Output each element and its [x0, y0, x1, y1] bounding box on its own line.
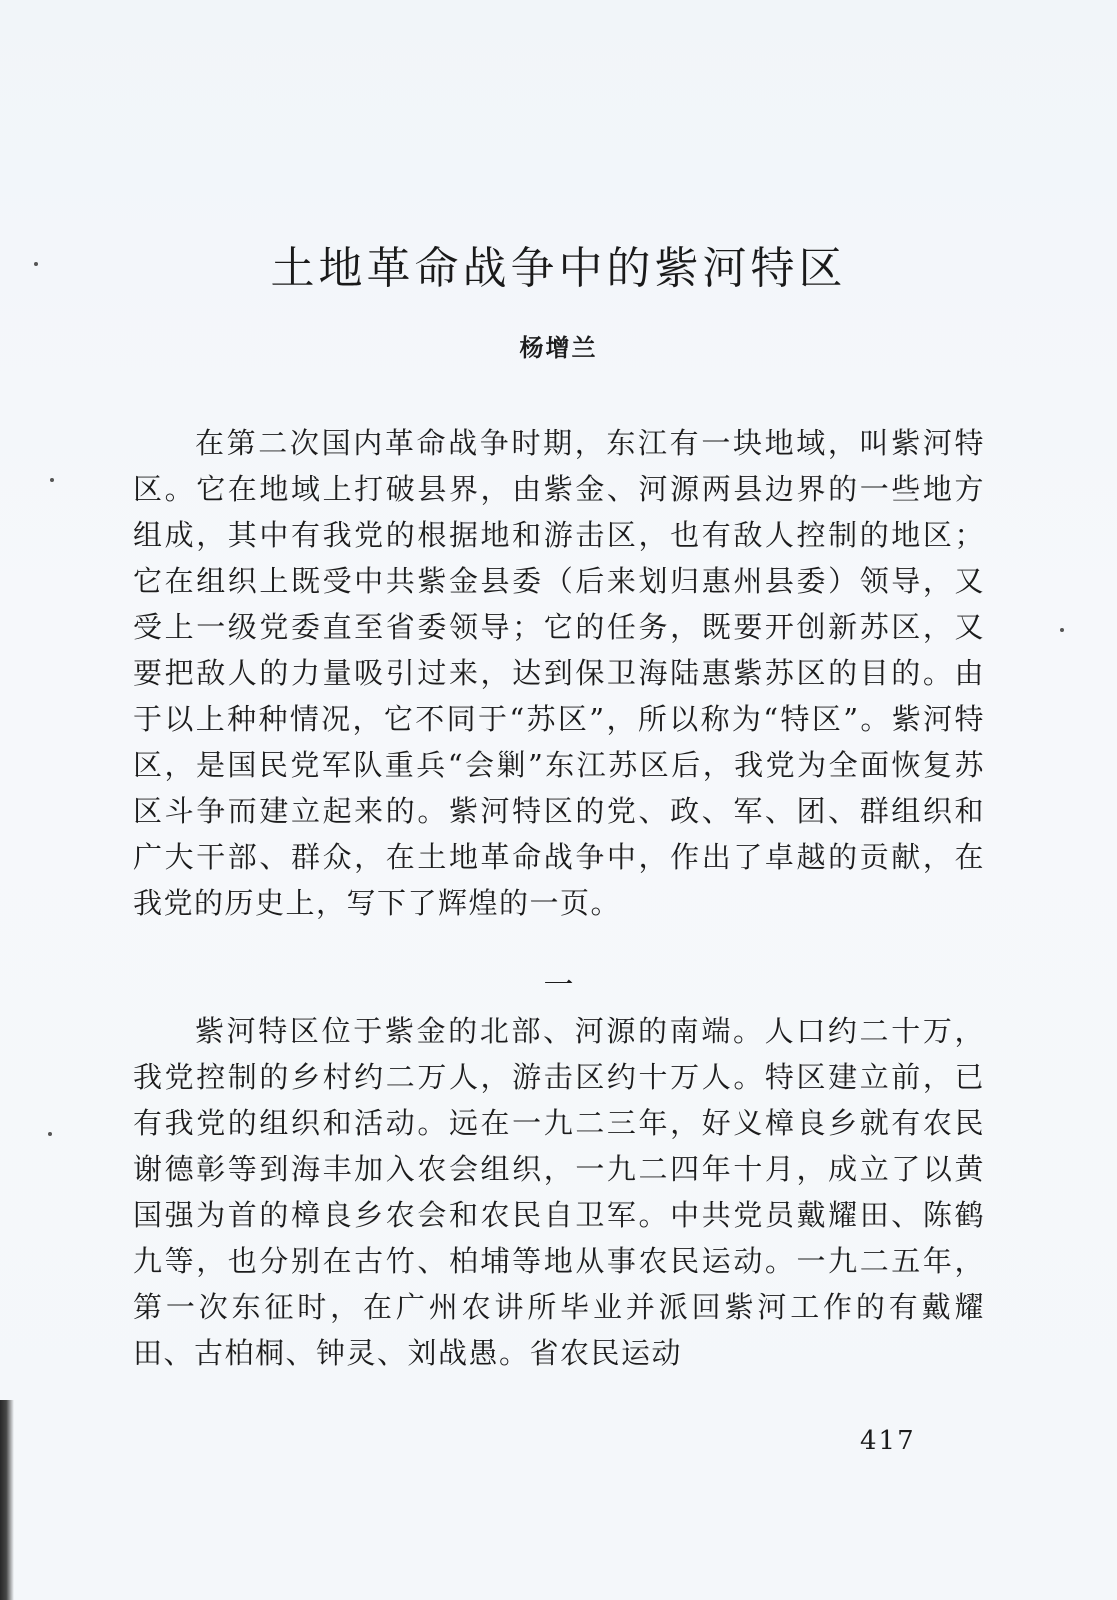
scan-speck — [1060, 628, 1064, 632]
scan-edge-shadow — [0, 1400, 14, 1600]
article-title: 土地革命战争中的紫河特区 — [270, 243, 847, 294]
article-author: 杨增兰 — [519, 334, 598, 362]
body-paragraph-2: 紫河特区位于紫金的北部、河源的南端。人口约二十万，我党控制的乡村约二万人，游击区约十万人。特区建立前，已有我党的组织和活动。远在一九二三年，好义樟良乡就有农民谢德彰等到海丰加入农会组织，一九二四年十月，成立了以黄国强为首的樟良乡农会和农民自卫军。中共党员戴耀田、陈鹤九等，也分别在古竹、柏埔等地从事农民运动。一九二五年，第一次东征时，在广州农讲所毕业并派回紫河工作的有戴耀田、古柏桐、钟灵、刘战愚。省农民运动 — [133, 1014, 985, 1370]
section-number: 一 — [543, 968, 574, 1003]
scan-speck — [48, 1132, 52, 1136]
scan-speck — [50, 478, 54, 482]
body-paragraph-1: 在第二次国内革命战争时期，东江有一块地域，叫紫河特区。它在地域上打破县界，由紫金、河源两县边界的一些地方组成，其中有我党的根据地和游击区，也有敌人控制的地区；它在组织上既受中共紫金县委（后来划归惠州县委）领导，又受上一级党委直至省委领导；它的任务，既要开创新苏区，又要把敌人的力量吸引过来，达到保卫海陆惠紫苏区的目的。由于以上种种情况，它不同于“苏区”，所以称为“特区”。紫河特区，是国民党军队重兵“会剿”东江苏区后，我党为全面恢复苏区斗争而建立起来的。紫河特区的党、政、军、团、群组织和广大干部、群众，在土地革命战争中，作出了卓越的贡献，在我党的历史上，写下了辉煌的一页。 — [133, 426, 985, 920]
page-number: 417 — [860, 1426, 916, 1456]
